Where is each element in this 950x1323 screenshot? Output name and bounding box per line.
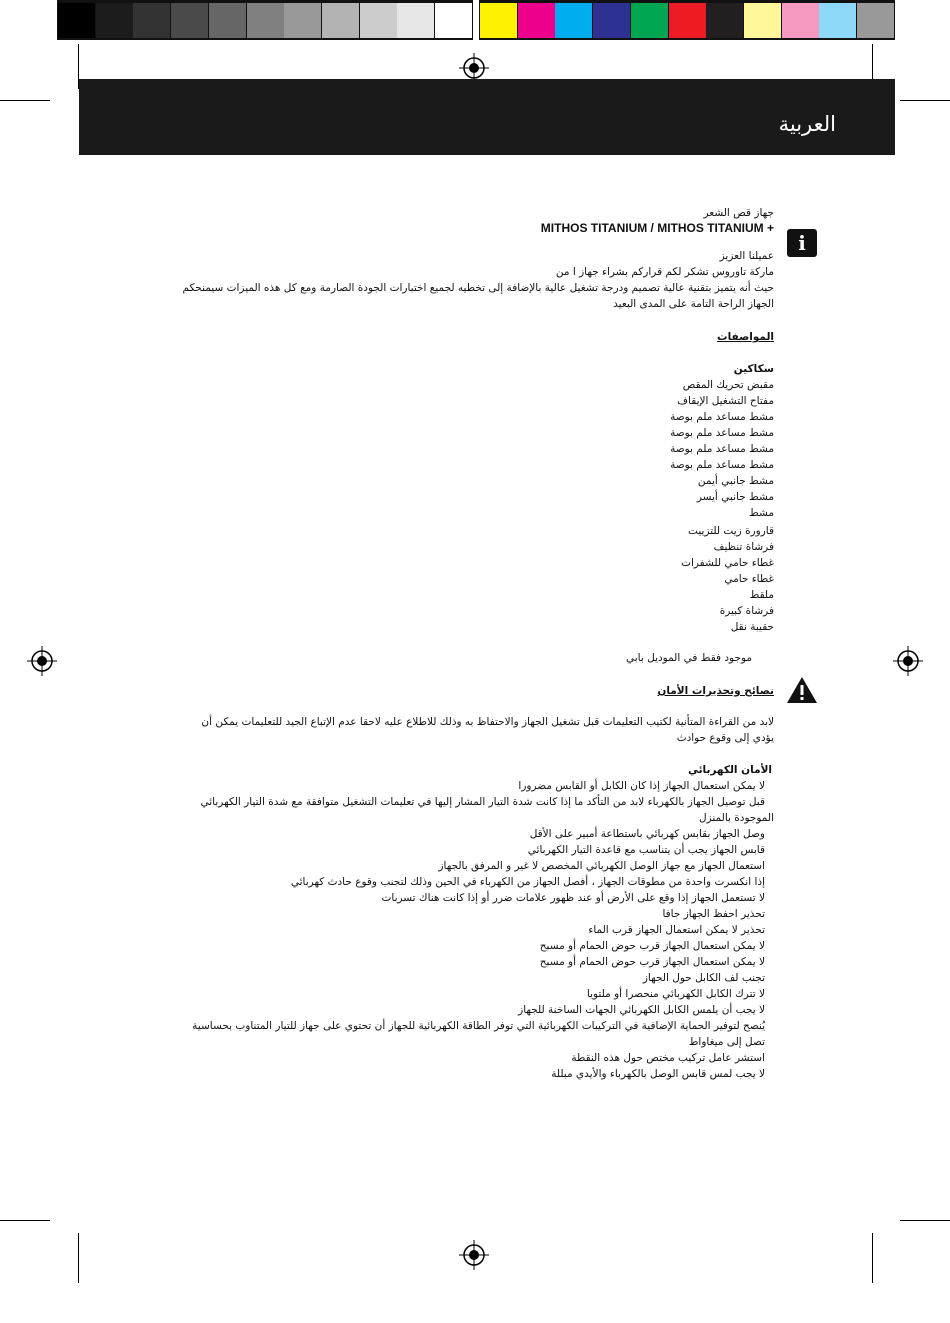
- safety-item: لا تستعمل الجهاز إذا وقع على الأرض أو عند ظهور علامات ضرر أو إذا كانت هناك تسربات: [381, 892, 765, 904]
- safety-heading: نصائح وتحذيرات الأمان: [657, 685, 774, 697]
- color-swatch: [706, 3, 743, 38]
- color-swatch: [744, 3, 781, 38]
- grayscale-color-bar: [57, 0, 473, 40]
- registration-mark-icon: [459, 1240, 489, 1270]
- electrical-safety-heading: الأمان الكهربائي: [687, 764, 772, 776]
- safety-item: إذا انكسرت واحدة من مطوقات الجهاز ، أفصل الجهاز من الكهرباء في الحين وذلك لتجنب وقوع حادث كهربائي: [290, 876, 765, 888]
- gray-swatch: [58, 3, 95, 38]
- intro-line: حيث أنه يتميز بتقنية عالية تصميم ودرجة تشغيل عالية بالإضافة إلى تخطيه لجميع اختبارات الجودة الصارمة ومع كل هذه الميزات سيمنحكم: [182, 282, 774, 294]
- gray-swatch: [247, 3, 284, 38]
- safety-intro: لابد من القراءة المتأنية لكتيب التعليمات قبل تشغيل الجهاز والاحتفاظ به وذلك للاطلاع عليه لاحقا عدم الإتباع الجيد للتعليمات يمكن أن: [201, 716, 774, 728]
- spec-item: غطاء حامي للشفرات: [681, 557, 774, 569]
- spec-item: مشط مساعد ملم بوصة: [670, 411, 774, 423]
- spec-item: حقيبة نقل: [730, 621, 774, 633]
- safety-item: قابس الجهاز يجب أن يتناسب مع قاعدة التيار الكهربائي: [527, 844, 765, 856]
- color-swatch: [480, 3, 517, 38]
- gray-swatch: [284, 3, 321, 38]
- color-swatch: [518, 3, 555, 38]
- spec-item: مقبض تحريك المقص: [682, 379, 774, 391]
- spec-item: سكاكين: [733, 363, 774, 375]
- spec-item: مفتاح التشغيل الإيقاف: [677, 395, 774, 407]
- color-swatch: [669, 3, 706, 38]
- spec-item: قارورة زيت للتزييت: [688, 525, 774, 537]
- gray-swatch: [96, 3, 133, 38]
- info-icon: i: [787, 229, 817, 257]
- gray-swatch: [171, 3, 208, 38]
- spec-item: مشط: [749, 507, 774, 519]
- color-swatch: [555, 3, 592, 38]
- spec-item: مشط جانبي أيسر: [696, 491, 774, 503]
- color-swatch: [857, 3, 894, 38]
- color-swatch: [819, 3, 856, 38]
- process-color-bar: [479, 0, 895, 40]
- crop-mark: [0, 1220, 50, 1221]
- safety-item: قبل توصيل الجهاز بالكهرباء لابد من التأكد ما إذا كانت شدة التيار المشار إليها في تعليمات التشغيل متوافقة مع شدة التيار الكهربائي: [200, 796, 765, 808]
- registration-mark-icon: [27, 646, 57, 676]
- safety-item: الموجودة بالمنزل: [698, 812, 774, 824]
- greeting: عميلنا العزيز: [719, 250, 774, 262]
- crop-mark: [900, 1220, 950, 1221]
- color-swatch: [593, 3, 630, 38]
- gray-swatch: [133, 3, 170, 38]
- color-swatch: [782, 3, 819, 38]
- safety-item: لا يمكن استعمال الجهاز قرب حوض الحمام أو مسبح: [539, 940, 765, 952]
- spec-item: مشط مساعد ملم بوصة: [670, 459, 774, 471]
- safety-item: استعمال الجهاز مع جهاز الوصل الكهربائي المخصص لا غير و المرفق بالجهاز: [438, 860, 765, 872]
- crop-mark: [872, 1233, 873, 1283]
- safety-item: وصل الجهاز بقابس كهربائي باستطاعة أمبير على الأقل: [529, 828, 765, 840]
- safety-item: تصل إلى ميغاواط: [688, 1036, 765, 1048]
- safety-item: لا يجب لمس قابس الوصل بالكهرباء والأيدي مبللة: [551, 1068, 765, 1080]
- safety-intro: يؤدي إلى وقوع حوادث: [676, 732, 774, 744]
- gray-swatch: [397, 3, 434, 38]
- gray-swatch: [360, 3, 397, 38]
- safety-item: استشر عامل تركيب مختص حول هذه النقطة: [571, 1052, 765, 1064]
- header-band: [79, 79, 895, 155]
- crop-mark: [900, 100, 950, 101]
- safety-item: لا يجب أن يلمس الكابل الكهربائي الجهات الساخنة للجهاز: [518, 1004, 765, 1016]
- spec-item: فرشاة كبيرة: [719, 605, 774, 617]
- spec-item: ملقط: [749, 589, 774, 601]
- language-title: العربية: [778, 112, 836, 136]
- gray-swatch: [435, 3, 472, 38]
- safety-item: تحذير احفظ الجهاز جافا: [662, 908, 765, 920]
- spec-item: مشط مساعد ملم بوصة: [670, 427, 774, 439]
- model-footnote: موجود فقط في الموديل بابي: [625, 652, 752, 664]
- intro-line: الجهاز الراحة التامة على المدى البعيد: [613, 298, 774, 310]
- safety-item: تحذير لا يمكن استعمال الجهاز قرب الماء: [588, 924, 765, 936]
- safety-item: يُنصح لتوفير الحماية الإضافية في التركيبات الكهربائية التي توفر الطاقة الكهربائية للجهاز أن تحتوي على جهاز للتيار المتناوب بحساسية: [192, 1020, 765, 1032]
- safety-item: لا تترك الكابل الكهربائي منحصرا أو ملتويا: [586, 988, 765, 1000]
- warning-icon: [786, 676, 818, 704]
- registration-mark-icon: [893, 646, 923, 676]
- safety-item: لا يمكن استعمال الجهاز قرب حوض الحمام أو مسبح: [539, 956, 765, 968]
- spec-item: فرشاة تنظيف: [713, 541, 774, 553]
- model-name: MITHOS TITANIUM / MITHOS TITANIUM +: [540, 221, 774, 235]
- crop-mark: [0, 100, 50, 101]
- intro-line: ماركة تاوروس تشكر لكم قراركم بشراء جهاز ا من: [555, 266, 774, 278]
- gray-swatch: [322, 3, 359, 38]
- specs-heading: المواصفات: [717, 331, 774, 343]
- spec-item: مشط جانبي أيمن: [697, 475, 774, 487]
- gray-swatch: [209, 3, 246, 38]
- safety-item: لا يمكن استعمال الجهاز إذا كان الكابل أو القابس مضرورا: [518, 780, 765, 792]
- spec-item: غطاء حامي: [724, 573, 774, 585]
- safety-item: تجنب لف الكابل حول الجهاز: [642, 972, 765, 984]
- spec-item: مشط مساعد ملم بوصة: [670, 443, 774, 455]
- color-swatch: [631, 3, 668, 38]
- product-type: جهاز قص الشعر: [703, 207, 774, 219]
- crop-mark: [78, 1233, 79, 1283]
